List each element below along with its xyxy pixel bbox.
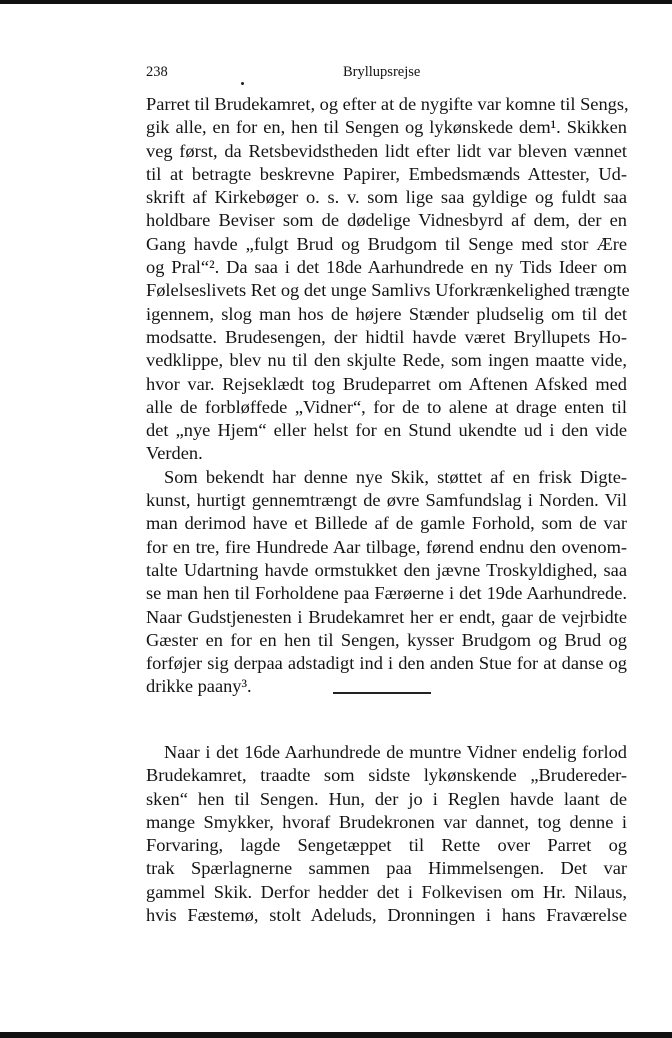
text-line: til at betragte beskrevne Papirer, Embedsmænds Attester, Ud- — [146, 163, 627, 184]
bottom-edge-rule — [0, 1032, 672, 1038]
print-speck — [241, 82, 244, 85]
text-line: gammel Skik. Derfor hedder det i Folkevisen om Hr. Nilaus, — [146, 881, 627, 902]
text-line: Parret til Brudekamret, og efter at de nygifte var komne til Sengs, — [146, 94, 629, 114]
text-line: se man hen til Forholdene paa Færøerne i det 19de Aarhundrede. — [146, 583, 627, 604]
text-line: modsatte. Brudesengen, der hidtil havde været Bryllupets Ho- — [146, 326, 627, 347]
text-line: man derimod have et Billede af de gamle Forhold, som de var — [146, 513, 627, 534]
text-line: hvor var. Rejseklædt tog Brudeparret om Aftenen Afsked med — [146, 373, 627, 394]
text-line: og Pral“². Da saa i det 18de Aarhundrede en ny Tids Ideer om — [146, 257, 627, 278]
text-line: for en tre, fire Hundrede Aar tilbage, førend endnu den ovenom- — [146, 536, 627, 557]
page-number: 238 — [146, 64, 168, 80]
text-line: veg først, da Retsbevidstheden lidt efter lidt var bleven vænnet — [146, 140, 627, 161]
text-line: Gæster en for en hen til Sengen, kysser Brudgom og Brud og — [146, 629, 627, 650]
text-line: Forvaring, lagde Sengetæppet til Rette over Parret og — [146, 835, 627, 856]
text-line: alle de forbløffede „Vidner“, for de to alene at drage enten til — [146, 396, 627, 417]
text-line: Verden. — [146, 443, 203, 464]
text-line: holdbare Beviser som de dødelige Vidnesbyrd af dem, der en — [146, 210, 627, 231]
text-line: kunst, hurtigt gennemtrængt de øvre Samfundslag i Norden. Vil — [146, 490, 627, 511]
text-line: Følelseslivets Ret og det unge Samlivs Uforkrænkelighed trængte — [146, 280, 630, 301]
body-text-block-2 — [146, 741, 627, 927]
text-line: drikke paany³. — [146, 676, 252, 697]
running-title: Bryllupsrejse — [343, 64, 421, 80]
text-line: Naar i det 16de Aarhundrede de muntre Vidner endelig forlod — [164, 742, 627, 762]
text-line: Gang havde „fulgt Brud og Brudgom til Senge med stor Ære — [146, 233, 627, 254]
section-divider — [333, 692, 431, 694]
text-line: trak Spærlagnerne sammen paa Himmelsengen. Det var — [146, 858, 627, 879]
text-line: hvis Fæstemø, stolt Adeluds, Dronningen i hans Fraværelse — [146, 905, 627, 926]
top-edge-rule — [0, 0, 672, 4]
text-line: vedklippe, blev nu til den skjulte Rede, som ingen maatte vide, — [146, 350, 627, 371]
text-line: gik alle, en for en, hen til Sengen og lykønskede dem¹. Skikken — [146, 117, 627, 138]
text-line: igennem, slog man hos de højere Stænder pludselig om til det — [146, 303, 627, 324]
text-line: det „nye Hjem“ eller helst for en Stund ukendte ud i den vide — [146, 420, 627, 441]
text-line: mange Smykker, hvoraf Brudekronen var dannet, tog denne i — [146, 811, 627, 832]
body-text-block-1 — [146, 93, 630, 699]
text-line: forføjer sig derpaa adstadigt ind i den anden Stue for at danse og — [146, 653, 627, 674]
text-line: Naar Gudstjenesten i Brudekamret her er endt, gaar de vejrbidte — [146, 606, 627, 627]
text-line: skrift af Kirkebøger o. s. v. som lige saa gyldige og fuldt saa — [146, 187, 627, 208]
text-line: Brudekamret, traadte som sidste lykønskende „Brudereder- — [146, 765, 627, 786]
text-line: talte Udartning havde ormstukket den jævne Troskyldighed, saa — [146, 559, 627, 580]
text-line: Som bekendt har denne nye Skik, støttet af en frisk Digte- — [164, 466, 627, 487]
text-line: sken“ hen til Sengen. Hun, der jo i Reglen havde laant de — [146, 788, 627, 809]
